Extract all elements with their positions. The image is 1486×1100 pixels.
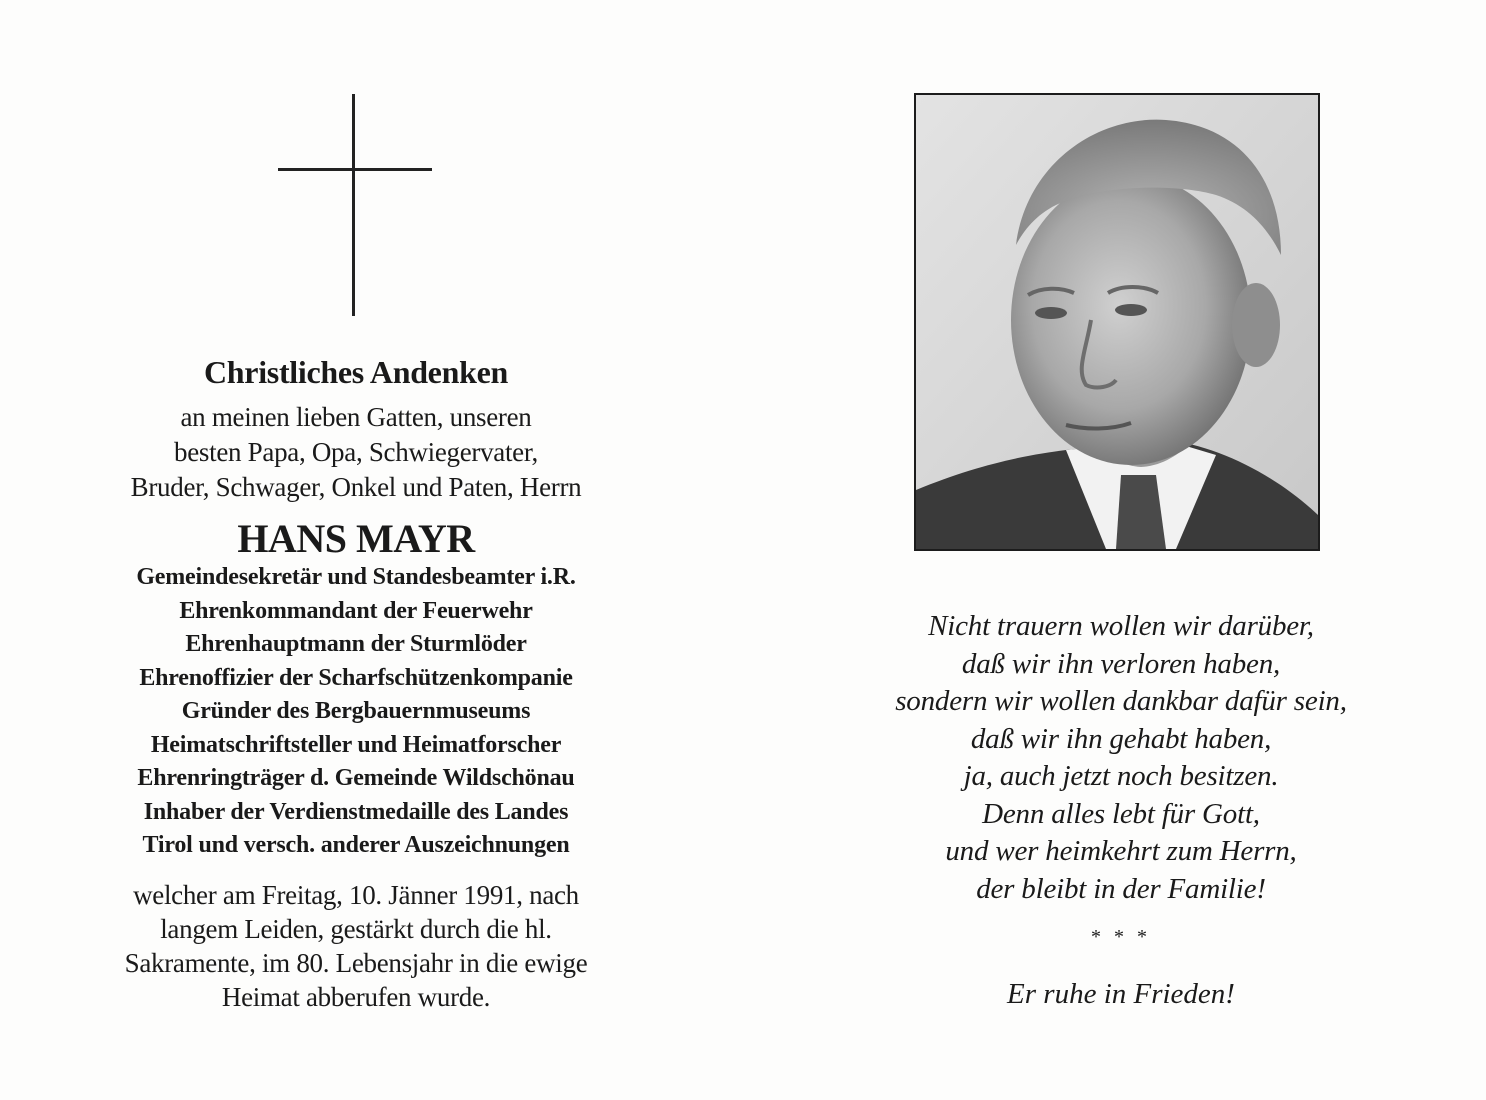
poem-text [846,608,1396,908]
poem-line: Nicht trauern wollen wir darüber, [928,610,1314,642]
death-line: langem Leiden, gestärkt durch die hl. [160,914,552,944]
titles-list [80,561,632,863]
poem-line: der bleibt in der Familie! [976,872,1266,905]
death-line: welcher am Freitag, 10. Jänner 1991, nach [133,880,579,910]
left-column [80,0,632,1100]
closing-line: Er ruhe in Frieden! [1007,978,1235,1010]
poem-line: ja, auch jetzt noch besitzen. [963,760,1279,792]
poem-line: sondern wir wollen dankbar dafür sein, [895,685,1347,717]
poem-line: und wer heimkehrt zum Herrn, [945,835,1297,867]
title-line: Heimatschriftsteller und Heimatforscher [150,731,562,758]
intro-line: besten Papa, Opa, Schwiegervater, [174,437,538,467]
death-notice [80,878,632,1014]
deceased-name: HANS MAYR [237,516,475,561]
title-line: Ehrenhauptmann der Sturmlöder [185,631,527,657]
title-line: Gründer des Bergbauernmuseums [181,698,531,724]
poem-line: daß wir ihn gehabt haben, [970,722,1272,755]
card-heading: Christliches Andenken [204,354,508,390]
cross-icon [278,94,432,316]
title-line: Ehrenringträger d. Gemeinde Wildschönau [137,765,575,791]
title-line: Ehrenoffizier der Scharfschützenkompanie [139,664,573,691]
poem-line: daß wir ihn verloren haben, [961,647,1281,680]
title-line: Gemeindesekretär und Standesbeamter i.R. [136,564,576,590]
title-line: Tirol und versch. anderer Auszeichnungen [142,832,570,858]
poem-line: Denn alles lebt für Gott, [982,797,1260,830]
death-line: Sakramente, im 80. Lebensjahr in die ewige [124,948,588,978]
intro-line: an meinen lieben Gatten, unseren [180,402,532,432]
death-line: Heimat abberufen wurde. [221,982,491,1012]
separator-stars: * * * [1091,926,1151,948]
intro-line: Bruder, Schwager, Onkel und Paten, Herrn [130,472,582,502]
title-line: Ehrenkommandant der Feuerwehr [179,597,533,624]
intro-text [80,400,632,505]
title-line: Inhaber der Verdienstmedaille des Landes [143,798,569,825]
portrait-photo [914,93,1320,551]
